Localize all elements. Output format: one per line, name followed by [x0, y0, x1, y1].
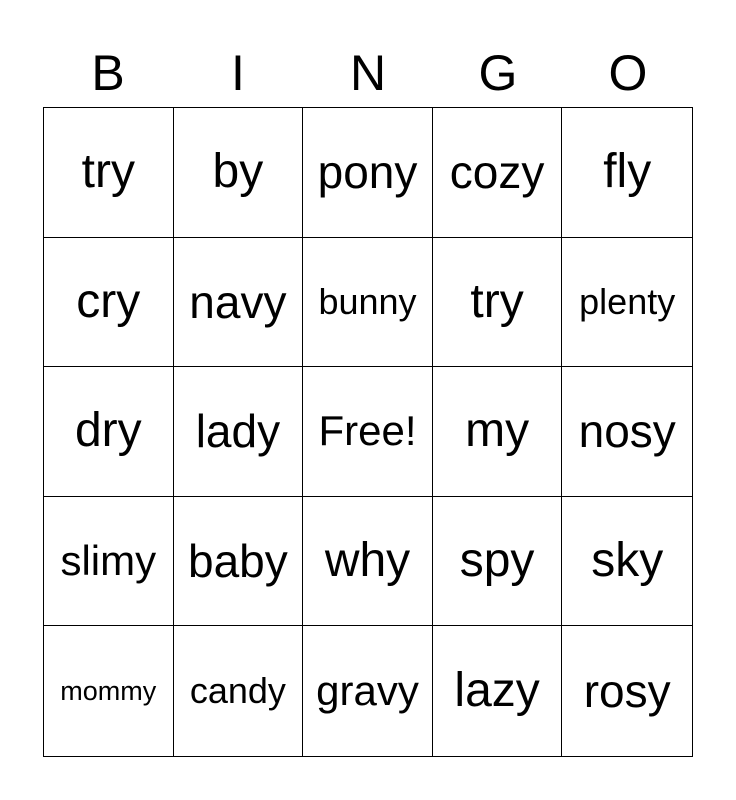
header-letter-b: B — [91, 45, 125, 101]
bingo-cell: try — [44, 108, 174, 238]
bingo-cell: rosy — [583, 665, 671, 718]
bingo-cell: lady — [174, 367, 304, 497]
bingo-cell: nosy — [562, 367, 692, 497]
bingo-cell: slimy — [44, 497, 174, 627]
header-letter-n: N — [349, 45, 387, 101]
bingo-cell: bunny — [303, 238, 433, 368]
bingo-cell: plenty — [562, 238, 692, 368]
bingo-cell: cry — [44, 238, 174, 368]
bingo-cell: dry — [44, 367, 174, 497]
bingo-cell: spy — [433, 497, 563, 627]
header-letter-o: O — [608, 45, 648, 101]
bingo-cell: try — [433, 238, 563, 368]
header-letter-g: G — [478, 45, 518, 101]
bingo-cell: baby — [174, 497, 304, 627]
bingo-header — [43, 40, 693, 106]
bingo-cell: lazy — [433, 626, 563, 756]
bingo-cell: gravy — [303, 626, 433, 756]
bingo-cell: pony — [303, 108, 433, 238]
bingo-cell: sky — [562, 497, 692, 627]
header-letter-i: I — [231, 45, 245, 101]
bingo-cell: my — [433, 367, 563, 497]
bingo-cell: mommy — [44, 626, 174, 756]
bingo-cell: navy — [174, 238, 304, 368]
bingo-cell: candy — [174, 626, 304, 756]
bingo-cell: fly — [562, 108, 692, 238]
bingo-cell: by — [174, 108, 304, 238]
bingo-card-grid — [43, 107, 693, 757]
free-space-cell: Free! — [303, 367, 433, 497]
bingo-cell: why — [303, 497, 433, 627]
bingo-cell: cozy — [433, 108, 563, 238]
